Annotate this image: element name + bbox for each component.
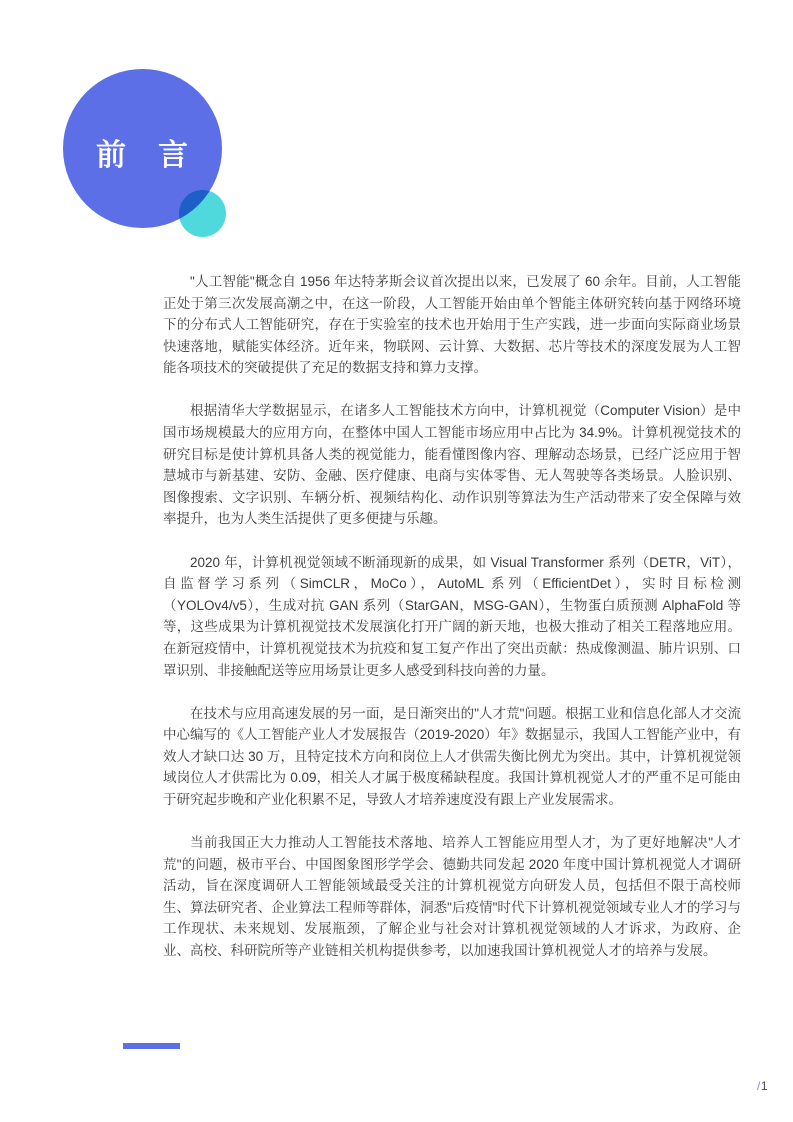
page-title: 前 言: [96, 138, 189, 172]
page-number-slash: /: [756, 1079, 761, 1093]
preface-body: [163, 271, 741, 962]
preface-paragraph-3: 2020 年，计算机视觉领域不断涌现新的成果，如 Visual Transformer 系列（DETR，ViT），自监督学习系列（SimCLR，MoCo），AutoML 系列（EfficientDet），实时目标检测（YOLOv4/v5），生成对抗 GAN 系列（StarGAN，MSG-GAN），生物蛋白质预测 AlphaFold 等等，这些成果为计算机视觉技术发展演化打开广阔的新天地，也极大推动了相关工程落地应用。在新冠疫情中，计算机视觉技术为抗疫和复工复产作出了突出贡献：热成像测温、肺片识别、口罩识别、非接触配送等应用场景让更多人感受到科技向善的力量。: [163, 554, 741, 678]
preface-paragraph-2: 根据清华大学数据显示，在诸多人工智能技术方向中，计算机视觉（Computer Vision）是中国市场规模最大的应用方向，在整体中国人工智能市场应用中占比为 34.9%。计算机视觉技术的研究目标是使计算机具备人类的视觉能力，能看懂图像内容、理解动态场景，已经广泛应用于智慧城市与新基建、安防、金融、医疗健康、电商与实体零售、无人驾驶等各类场景。人脸识别、图像搜索、文字识别、车辆分析、视频结构化、动作识别等算法为生产活动带来了安全保障与效率提升，也为人类生活提供了更多便捷与乐趣。: [163, 403, 741, 527]
page-number: [757, 1079, 768, 1093]
preface-paragraph-5: 当前我国正大力推动人工智能技术落地、培养人工智能应用型人才，为了更好地解决"人才荒"的问题，极市平台、中国图象图形学学会、德勤共同发起 2020 年度中国计算机视觉人才调研活动，旨在深度调研人工智能领域最受关注的计算机视觉方向研发人员，包括但不限于高校师生、算法研究者、企业算法工程师等群体，洞悉"后疫情"时代下计算机视觉领域专业人才的学习与工作现状、未来规划、发展瓶颈，了解企业与社会对计算机视觉领域的人才诉求，为政府、企业、高校、科研院所等产业链相关机构提供参考，以加速我国计算机视觉人才的培养与发展。: [163, 835, 741, 959]
preface-paragraph-4: 在技术与应用高速发展的另一面，是日渐突出的"人才荒"问题。根据工业和信息化部人才交流中心编写的《人工智能产业人才发展报告（2019-2020）年》数据显示，我国人工智能产业中，有效人才缺口达 30 万，且特定技术方向和岗位上人才供需失衡比例尤为突出。其中，计算机视觉领域岗位人才供需比为 0.09，相关人才属于极度稀缺程度。我国计算机视觉人才的严重不足可能由于研究起步晚和产业化积累不足，导致人才培养速度没有跟上产业发展需求。: [163, 705, 741, 807]
page-number-value: 1: [760, 1079, 768, 1093]
preface-paragraph-1: "人工智能"概念自 1956 年达特茅斯会议首次提出以来，已发展了 60 余年。目前，人工智能正处于第三次发展高潮之中，在这一阶段，人工智能开始由单个智能主体研究转向基于网络环境下的分布式人工智能研究，存在于实验室的技术也开始用于生产实践，进一步面向实际商业场景快速落地，赋能实体经济。近年来，物联网、云计算、大数据、芯片等技术的深度发展为人工智能各项技术的突破提供了充足的数据支持和算力支撑。: [163, 274, 741, 376]
footer-accent-bar: [123, 1043, 180, 1049]
teal-accent-circle: [179, 190, 226, 237]
